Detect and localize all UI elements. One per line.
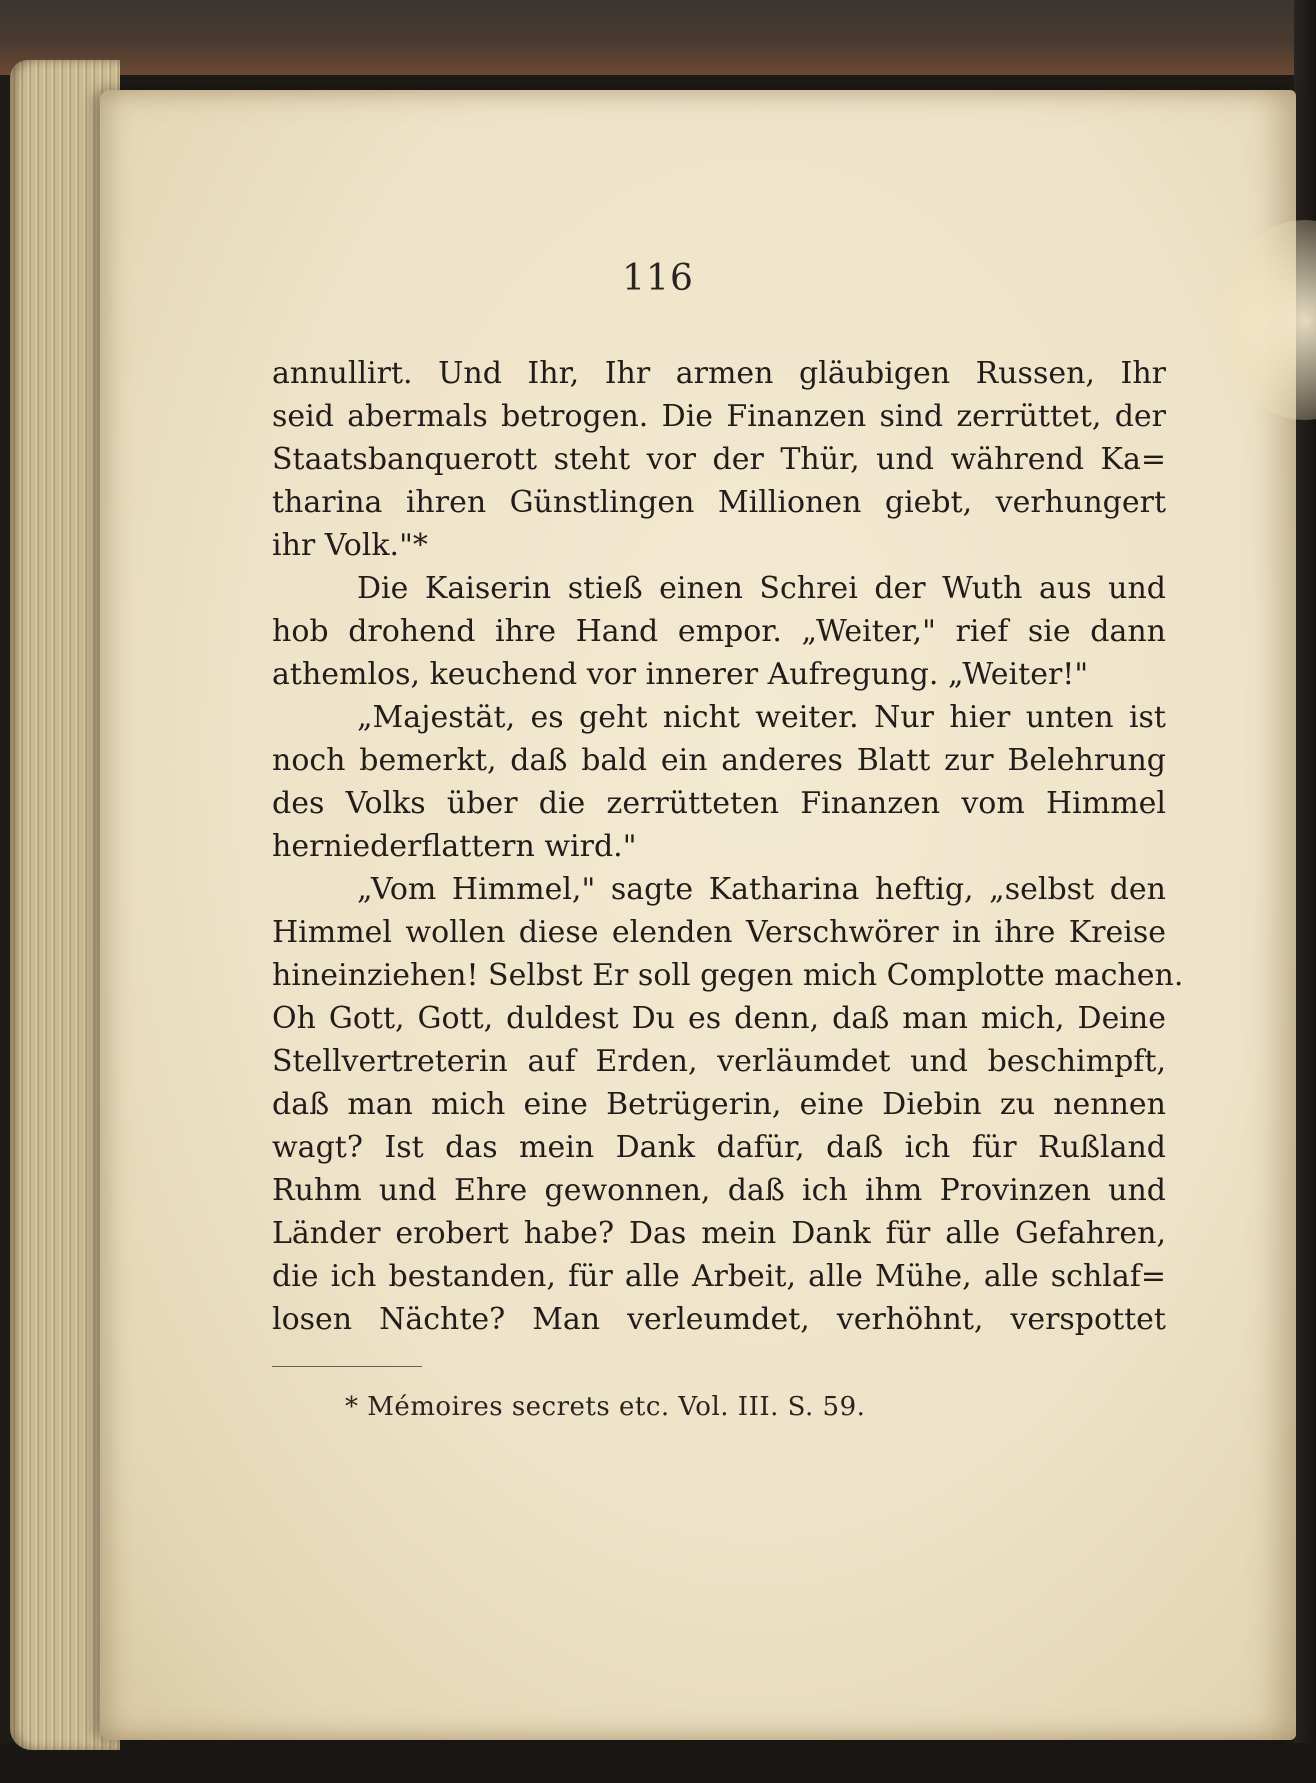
- text-line: Länder erobert habe? Das mein Dank für alle Gefahren,: [272, 1216, 1166, 1251]
- footnote: * Mémoires secrets etc. Vol. III. S. 59.: [345, 1392, 866, 1422]
- book-binding-top: [0, 0, 1316, 75]
- book-binding-bottom: [0, 1743, 1316, 1783]
- text-line: seid abermals betrogen. Die Finanzen sind zerrüttet, der: [272, 399, 1166, 434]
- text-line: losen Nächte? Man verleumdet, verhöhnt, verspottet: [272, 1302, 1166, 1337]
- text-line: hob drohend ihre Hand empor. „Weiter," rief sie dann: [272, 614, 1166, 649]
- text-line: noch bemerkt, daß bald ein anderes Blatt zur Belehrung: [272, 743, 1166, 778]
- text-line: tharina ihren Günstlingen Millionen giebt, verhungert: [272, 485, 1166, 520]
- text-line: daß man mich eine Betrügerin, eine Diebin zu nennen: [272, 1087, 1166, 1122]
- text-line: Ruhm und Ehre gewonnen, daß ich ihm Provinzen und: [272, 1173, 1166, 1208]
- text-line: „Majestät, es geht nicht weiter. Nur hier unten ist: [357, 700, 1166, 735]
- text-line: Oh Gott, Gott, duldest Du es denn, daß man mich, Deine: [272, 1001, 1166, 1036]
- text-line: Staatsbanquerott steht vor der Thür, und während Ka=: [272, 442, 1166, 477]
- text-line: wagt? Ist das mein Dank dafür, daß ich für Rußland: [272, 1130, 1166, 1165]
- text-line: ihr Volk."*: [272, 528, 428, 563]
- text-line: annullirt. Und Ihr, Ihr armen gläubigen Russen, Ihr: [272, 356, 1166, 391]
- footnote-rule: [272, 1366, 422, 1367]
- text-line: Himmel wollen diese elenden Verschwörer in ihre Kreise: [272, 915, 1166, 950]
- text-line: athemlos, keuchend vor innerer Aufregung. „Weiter!": [272, 657, 1089, 692]
- text-line: des Volks über die zerrütteten Finanzen vom Himmel: [272, 786, 1166, 821]
- page-number: 116: [622, 258, 694, 299]
- text-line: „Vom Himmel," sagte Katharina heftig, „selbst den: [357, 872, 1166, 907]
- text-line: Stellvertreterin auf Erden, verläumdet und beschimpft,: [272, 1044, 1166, 1079]
- text-line: herniederflattern wird.": [272, 829, 637, 864]
- text-line: Die Kaiserin stieß einen Schrei der Wuth aus und: [357, 571, 1166, 606]
- paper-stain: [1220, 220, 1316, 420]
- text-line: die ich bestanden, für alle Arbeit, alle Mühe, alle schlaf=: [272, 1259, 1166, 1294]
- text-line: hineinziehen! Selbst Er soll gegen mich Complotte machen.: [272, 958, 1184, 993]
- body-text: [272, 352, 1184, 1341]
